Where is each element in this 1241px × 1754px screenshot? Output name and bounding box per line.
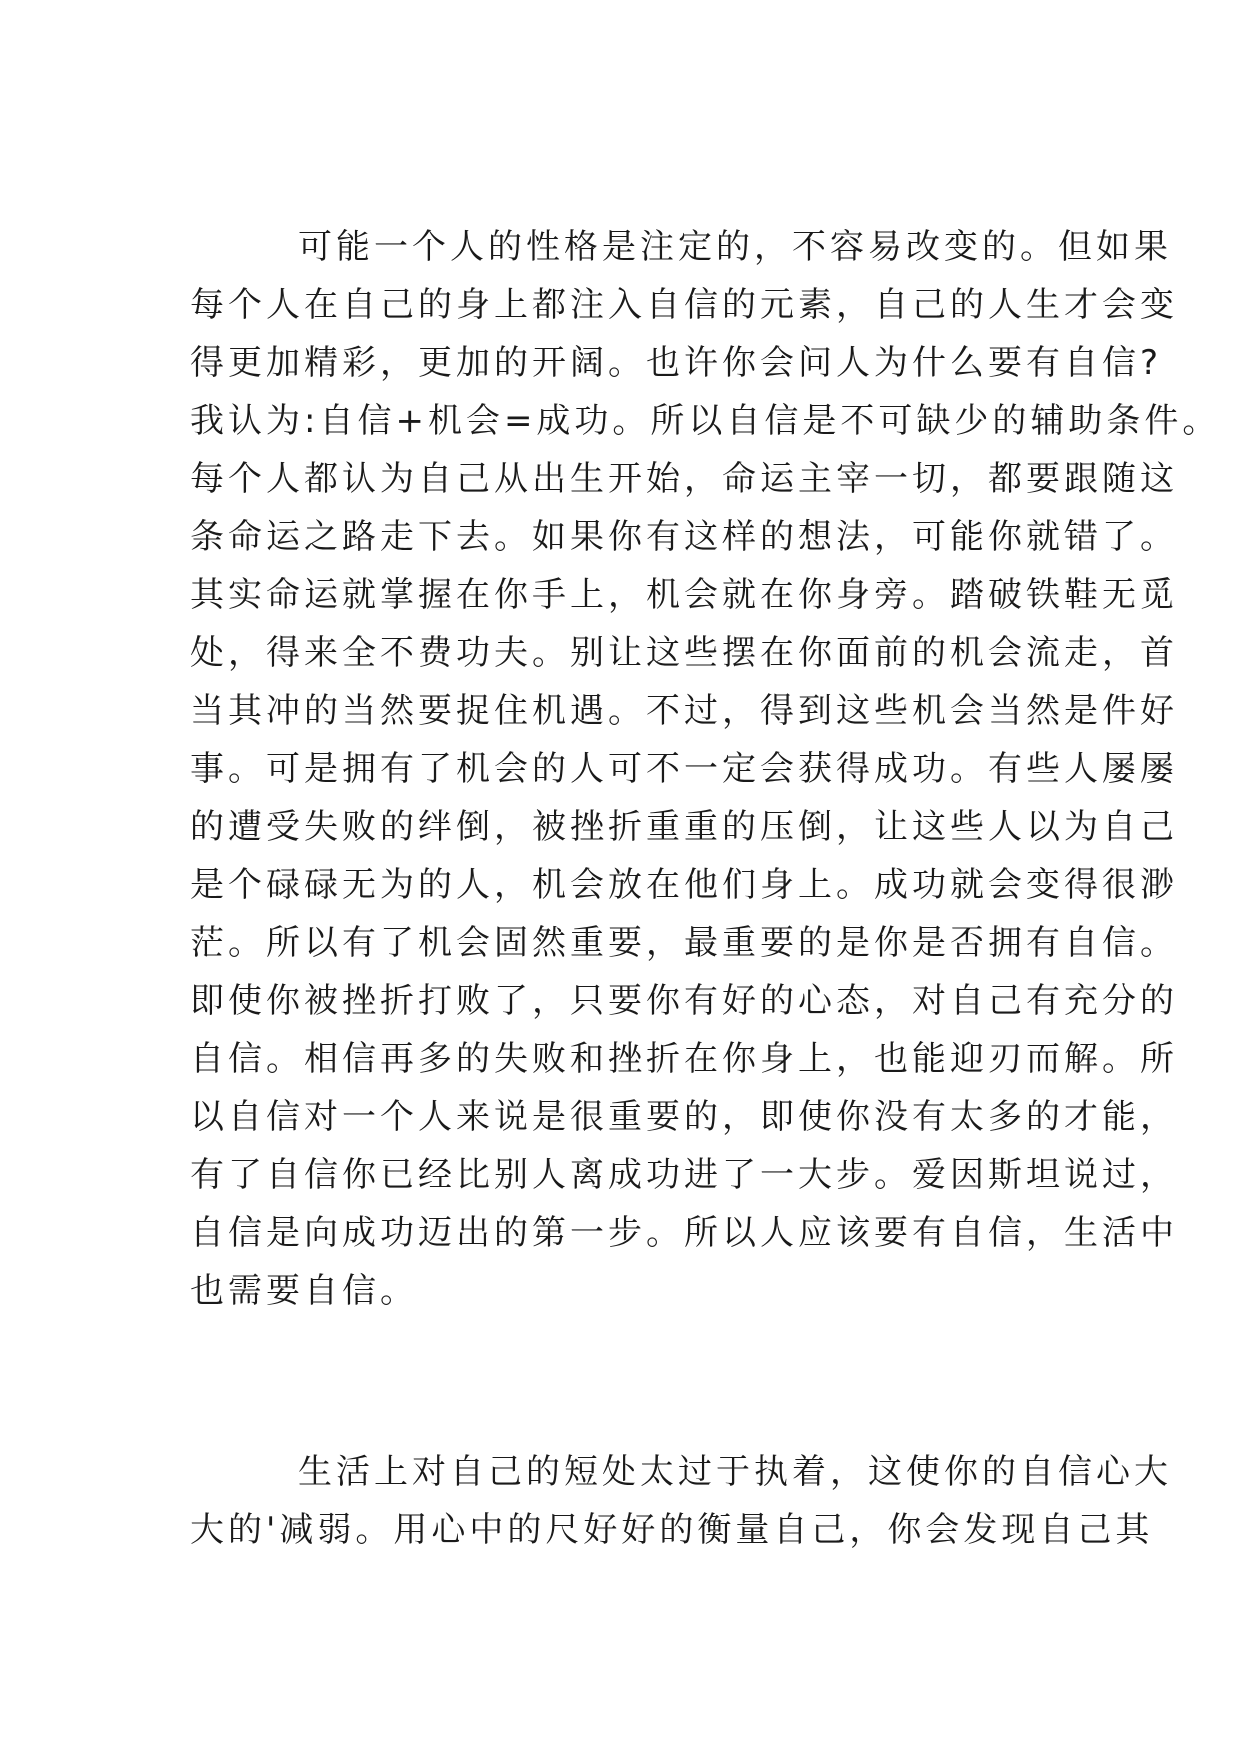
- text-line: 以自信对一个人来说是很重要的，即使你没有太多的才能，: [190, 1097, 1178, 1137]
- text-line: 的遭受失败的绊倒，被挫折重重的压倒，让这些人以为自己: [190, 807, 1178, 847]
- text-line: 条命运之路走下去。如果你有这样的想法，可能你就错了。: [190, 517, 1178, 557]
- text-line: 得更加精彩，更加的开阔。也许你会问人为什么要有自信?: [190, 343, 1163, 383]
- paragraph-1: [190, 218, 1221, 1320]
- text-line: 处，得来全不费功夫。别让这些摆在你面前的机会流走，首: [190, 633, 1178, 673]
- text-line: 自信。相信再多的失败和挫折在你身上，也能迎刃而解。所: [190, 1039, 1178, 1079]
- text-line: 自信是向成功迈出的第一步。所以人应该要有自信，生活中: [190, 1213, 1178, 1253]
- text-line: 其实命运就掌握在你手上，机会就在你身旁。踏破铁鞋无觅: [190, 575, 1178, 615]
- text-line: 我认为:自信+机会=成功。所以自信是不可缺少的辅助条件。: [190, 401, 1221, 441]
- text-line: 是个碌碌无为的人，机会放在他们身上。成功就会变得很渺: [190, 865, 1178, 905]
- text-line: 茫。所以有了机会固然重要，最重要的是你是否拥有自信。: [190, 923, 1178, 963]
- text-line: 每个人在自己的身上都注入自信的元素，自己的人生才会变: [190, 285, 1178, 325]
- text-line: 有了自信你已经比别人离成功进了一大步。爱因斯坦说过，: [190, 1155, 1178, 1195]
- text-line: 大的'减弱。用心中的尺好好的衡量自己，你会发现自己其: [190, 1510, 1154, 1550]
- text-line: 每个人都认为自己从出生开始，命运主宰一切，都要跟随这: [190, 459, 1178, 499]
- text-line: 也需要自信。: [190, 1271, 418, 1311]
- paragraph-2: [190, 1443, 1172, 1559]
- text-line: 当其冲的当然要捉住机遇。不过，得到这些机会当然是件好: [190, 691, 1178, 731]
- text-line: 生活上对自己的短处太过于执着，这使你的自信心大: [298, 1452, 1172, 1492]
- text-line: 即使你被挫折打败了，只要你有好的心态，对自己有充分的: [190, 981, 1178, 1021]
- text-line: 可能一个人的性格是注定的，不容易改变的。但如果: [298, 227, 1172, 267]
- text-line: 事。可是拥有了机会的人可不一定会获得成功。有些人屡屡: [190, 749, 1178, 789]
